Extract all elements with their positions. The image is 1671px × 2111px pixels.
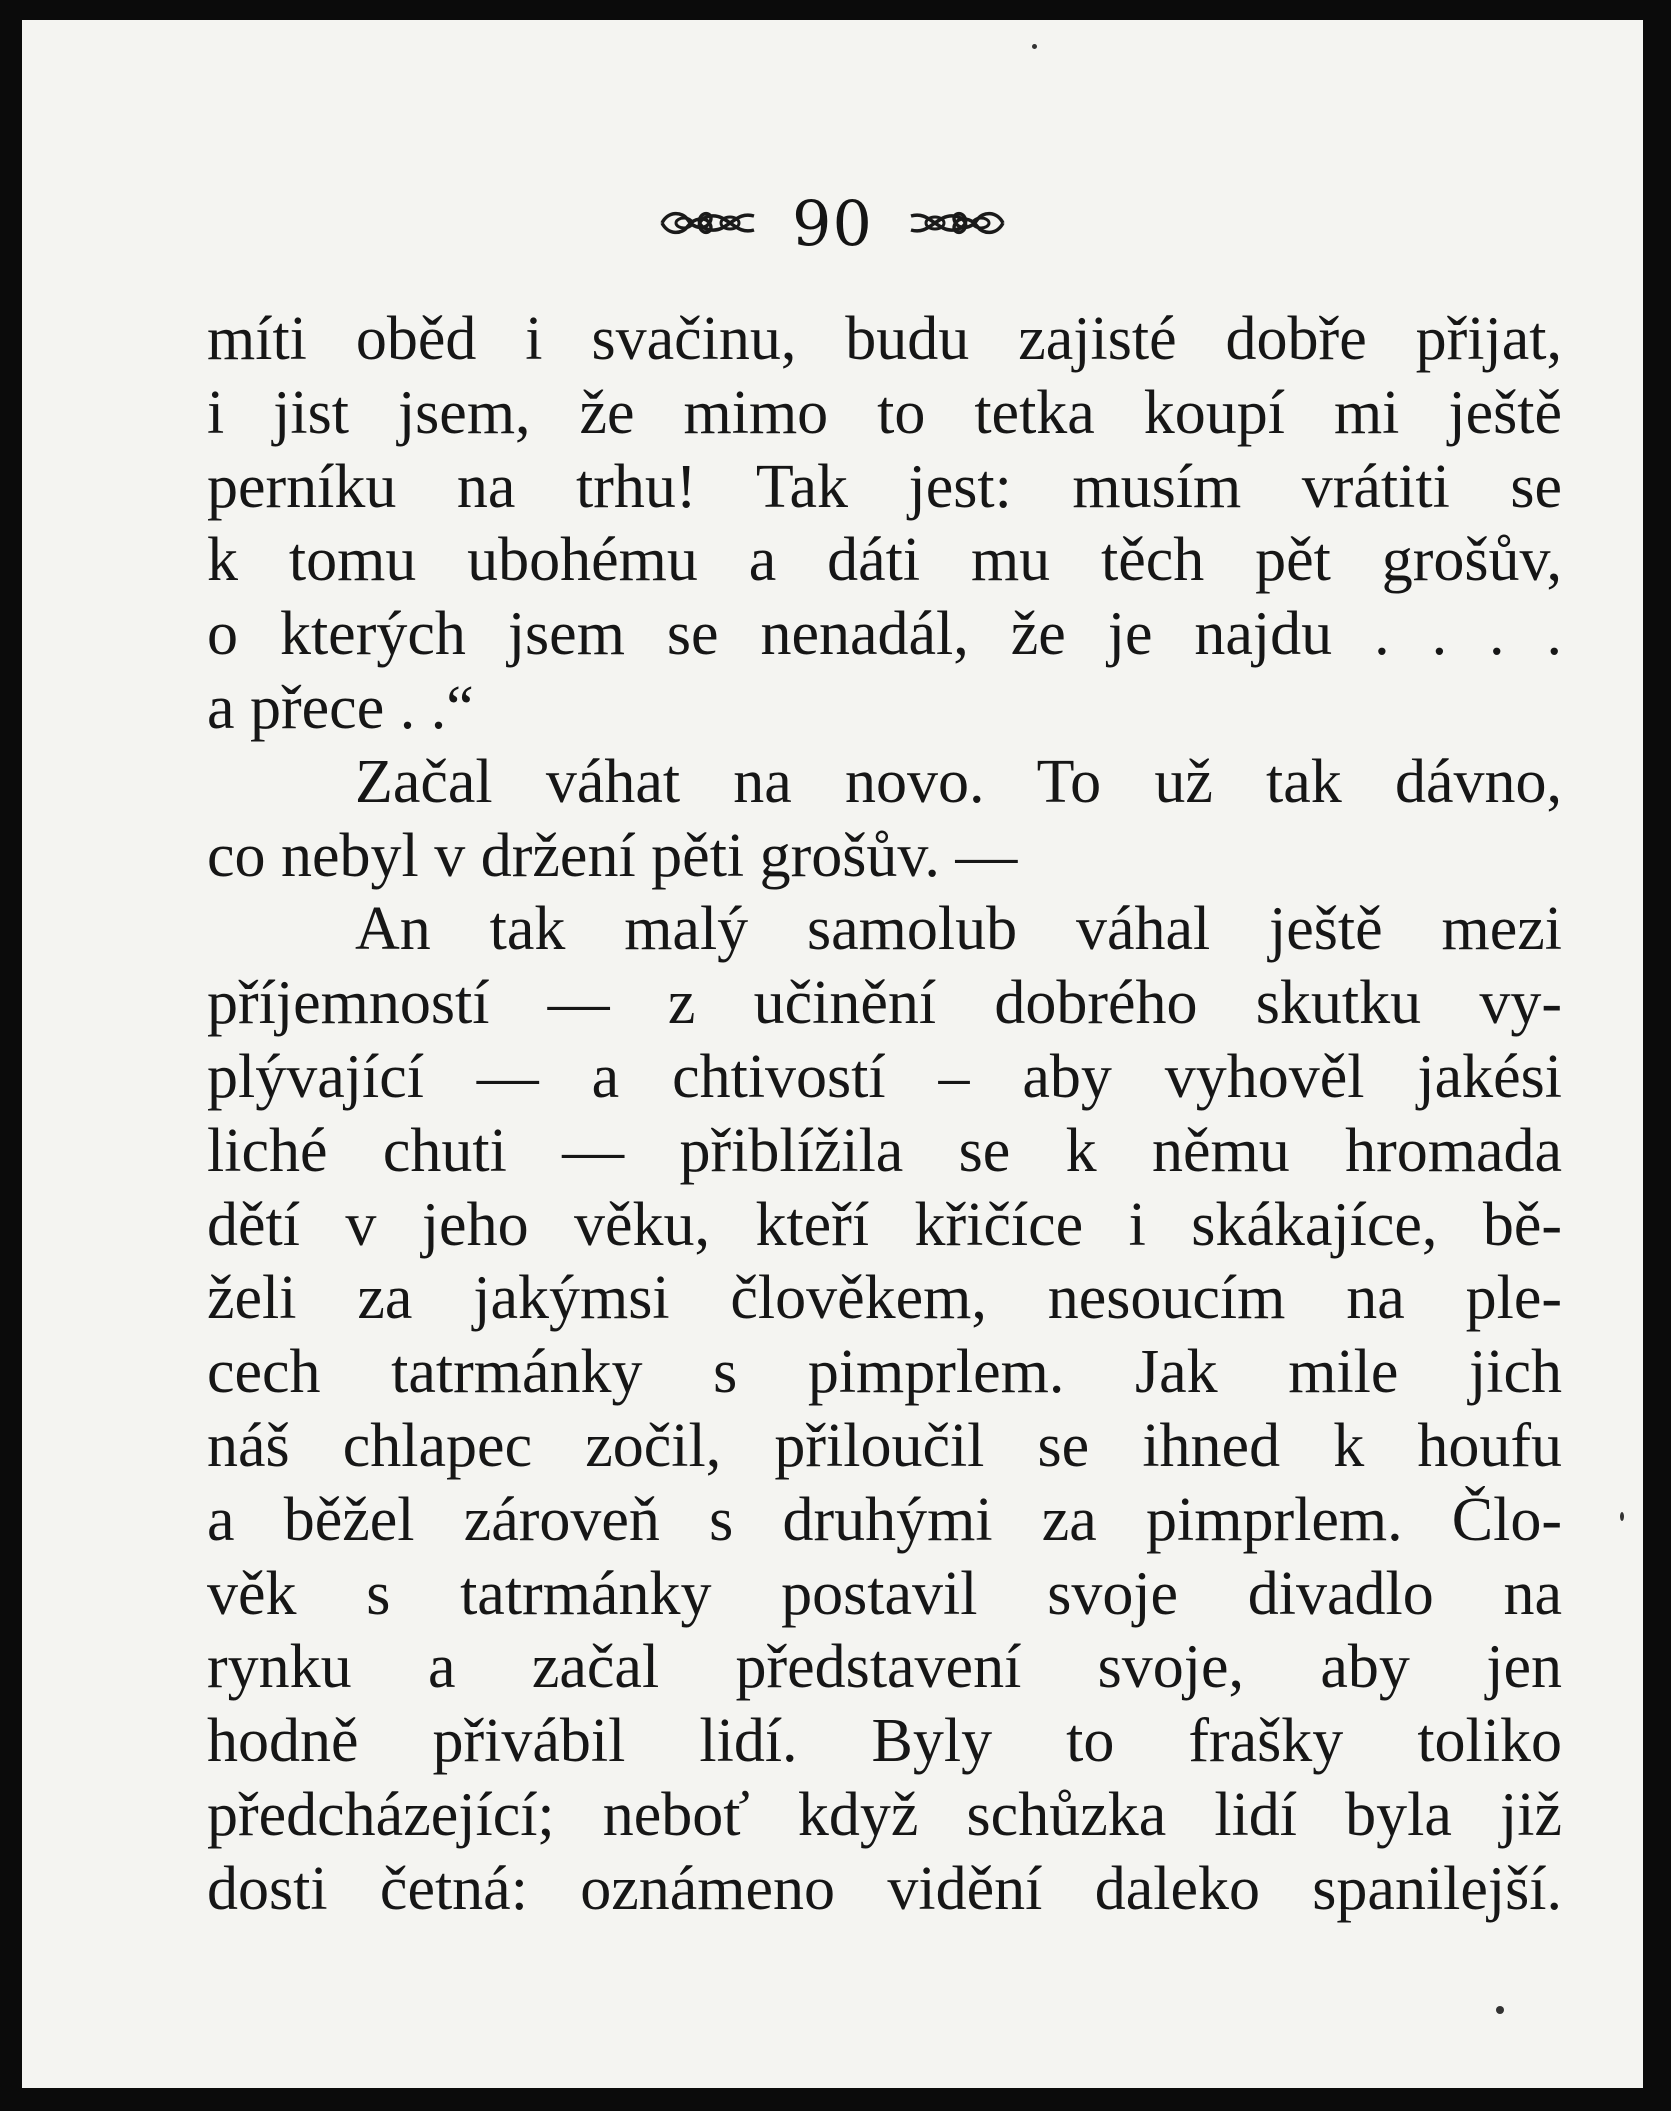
- text-line: Začal váhat na novo. To už tak dávno,: [355, 747, 1562, 816]
- text-line: příjemností — z učinění dobrého skutku vy-: [207, 969, 1562, 1038]
- text-line: a přece . .“: [207, 673, 474, 742]
- text-line: plývající — a chtivostí – aby vyhověl jakési: [207, 1042, 1562, 1111]
- book-page: [22, 20, 1643, 2088]
- text-line: dětí v jeho věku, kteří křičíce i skákajíce, bě-: [207, 1190, 1562, 1259]
- page-header: [22, 178, 1643, 268]
- text-line: liché chuti — přiblížila se k němu hromada: [207, 1116, 1562, 1185]
- left-scroll-ornament-icon: [658, 206, 758, 240]
- text-line: rynku a začal představení svoje, aby jen: [207, 1633, 1562, 1702]
- text-line: i jist jsem, že mimo to tetka koupí mi ještě: [207, 378, 1562, 447]
- body-text: [207, 303, 1562, 1927]
- right-scroll-ornament-icon: [907, 206, 1007, 240]
- text-line: hodně přivábil lidí. Byly to frašky toliko: [207, 1707, 1562, 1776]
- text-line: o kterých jsem se nenadál, že je najdu . . . .: [207, 600, 1562, 669]
- text-line: perníku na trhu! Tak jest: musím vrátiti se: [207, 452, 1562, 521]
- print-speck: [1032, 44, 1037, 49]
- page-number: 90: [792, 186, 873, 260]
- text-line: míti oběd i svačinu, budu zajisté dobře přijat,: [207, 305, 1562, 373]
- text-line: želi za jakýmsi člověkem, nesoucím na ple-: [207, 1264, 1562, 1333]
- text-line: cech tatrmánky s pimprlem. Jak mile jich: [207, 1338, 1562, 1407]
- print-speck: [1496, 2006, 1504, 2014]
- text-line: předcházející; neboť když schůzka lidí byla již: [207, 1780, 1562, 1849]
- print-speck: [1620, 1512, 1624, 1521]
- text-line: An tak malý samolub váhal ještě mezi: [355, 895, 1562, 964]
- text-line: věk s tatrmánky postavil svoje divadlo na: [207, 1559, 1562, 1628]
- text-line: náš chlapec zočil, přiloučil se ihned k houfu: [207, 1411, 1562, 1480]
- text-line: co nebyl v držení pěti grošův. —: [207, 821, 1018, 890]
- text-line: a běžel zároveň s druhými za pimprlem. Člo-: [207, 1485, 1562, 1554]
- text-line: k tomu ubohému a dáti mu těch pět grošův,: [207, 526, 1562, 595]
- text-line: dosti četná: oznámeno vidění daleko spanilejší.: [207, 1854, 1562, 1923]
